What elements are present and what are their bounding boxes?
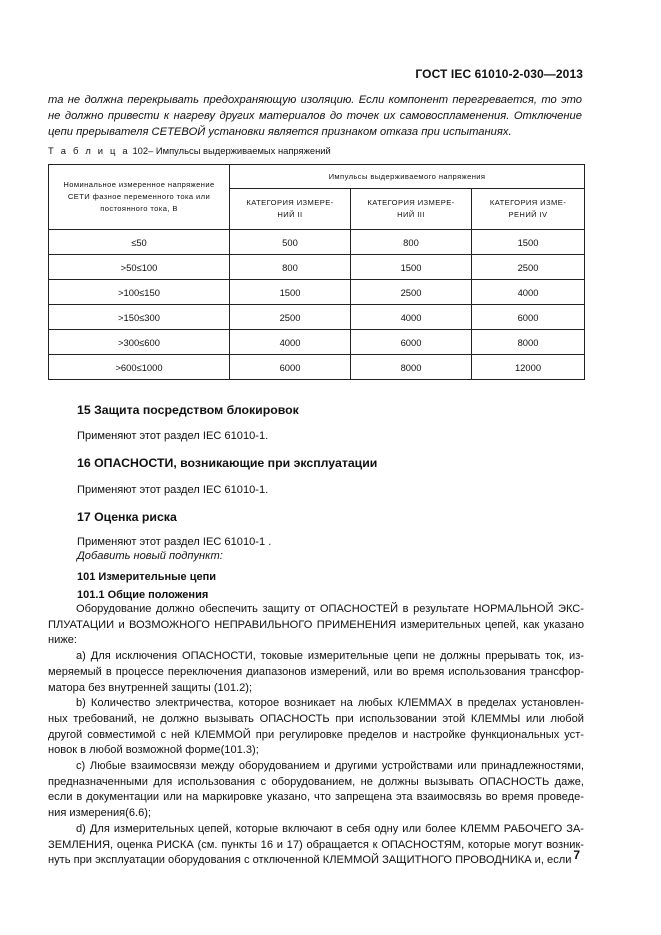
cell-cat-iii: 6000 xyxy=(351,330,472,355)
cell-cat-iv: 8000 xyxy=(472,330,585,355)
table-row xyxy=(49,305,585,330)
cell-cat-iii: 800 xyxy=(351,230,472,255)
cell-cat-ii: 4000 xyxy=(230,330,351,355)
cell-cat-ii: 800 xyxy=(230,255,351,280)
table-row xyxy=(49,230,585,255)
section-15-text: Применяют этот раздел IEC 61010-1. xyxy=(77,430,269,442)
cell-voltage: >300≤600 xyxy=(49,330,230,355)
cell-cat-ii: 1500 xyxy=(230,280,351,305)
table-row xyxy=(49,280,585,305)
body-paragraph: с) Любые взаимосвязи между оборудованием и другими устройствами или принадлежностями, предназначенными для использования с оборудованием, не должны вызывать ОПАСНОСТЬ даже, если в документации или на маркировке указано, что запрещена эта взаимосвязь во время проведе-ния измерения(6.6); xyxy=(48,760,584,820)
section-17-add-note: Добавить новый подпункт: xyxy=(77,550,223,562)
intro-paragraph xyxy=(48,92,582,140)
impulse-voltage-table xyxy=(48,164,585,380)
col-header-nominal-voltage: Номинальное измеренное напряжение СЕТИ фазное переменного тока или постоянного тока, В xyxy=(49,165,230,230)
cell-voltage: ≤50 xyxy=(49,230,230,255)
cell-cat-iii: 1500 xyxy=(351,255,472,280)
section-101-1-body xyxy=(48,602,584,869)
cell-cat-iii: 2500 xyxy=(351,280,472,305)
cell-voltage: >150≤300 xyxy=(49,305,230,330)
table-caption xyxy=(48,145,331,156)
col-header-category-iv: КАТЕГОРИЯ ИЗМЕ-РЕНИЙ IV xyxy=(472,189,585,230)
table-caption-title: 102– Импульсы выдерживаемых напряжений xyxy=(129,145,331,156)
page-number: 7 xyxy=(573,848,580,862)
body-paragraph: d) Для измерительных цепей, которые включают в себя одну или более КЛЕММ РАБОЧЕГО ЗА-ЗЕМЛЕНИЯ, оценка РИСКА (см. пункты 16 и 17) обращается к ОПАСНОСТЯМ, которые могут возник-нуть при эксплуатации оборудования с отключенной КЛЕММОЙ ЗАЩИТНОГО ПРОВОДНИКА и, если xyxy=(48,822,584,867)
table-row xyxy=(49,255,585,280)
col-header-impulse-group: Импульсы выдерживаемого напряжения xyxy=(230,165,585,189)
cell-cat-iv: 2500 xyxy=(472,255,585,280)
body-paragraph: Оборудование должно обеспечить защиту от ОПАСНОСТЕЙ в результате НОРМАЛЬНОЙ ЭКС-ПЛУАТАЦИИ и ВОЗМОЖНОГО НЕПРАВИЛЬНОГО ПРИМЕНЕНИЯ измерительных цепей, как указано ниже: xyxy=(48,603,584,647)
cell-cat-ii: 6000 xyxy=(230,355,351,380)
table-row xyxy=(49,355,585,380)
table-row xyxy=(49,330,585,355)
cell-voltage: >50≤100 xyxy=(49,255,230,280)
cell-voltage: >600≤1000 xyxy=(49,355,230,380)
section-17-title: 17 Оценка риска xyxy=(77,510,177,524)
cell-cat-iii: 8000 xyxy=(351,355,472,380)
section-15-title: 15 Защита посредством блокировок xyxy=(77,403,299,417)
cell-cat-ii: 2500 xyxy=(230,305,351,330)
cell-cat-iii: 4000 xyxy=(351,305,472,330)
section-17-text: Применяют этот раздел IEC 61010-1 . xyxy=(77,536,272,548)
cell-voltage: >100≤150 xyxy=(49,280,230,305)
col-header-category-iii: КАТЕГОРИЯ ИЗМЕРЕ-НИЙ III xyxy=(351,189,472,230)
section-101-1-title: 101.1 Общие положения xyxy=(77,589,209,601)
section-101-title: 101 Измерительные цепи xyxy=(77,571,216,583)
table-caption-prefix: Т а б л и ц а xyxy=(48,145,130,156)
cell-cat-iv: 6000 xyxy=(472,305,585,330)
intro-text: та не должна перекрывать предохраняющую изоляцию. Если компонент перегревается, то это не должно привести к нагреву других материалов до точек их самовоспламенения. Отключение цепи прерывателя СЕТЕВОЙ установки является признаком отказа при испытаниях. xyxy=(48,94,582,138)
body-paragraph: а) Для исключения ОПАСНОСТИ, токовые измерительные цепи не должны прерывать ток, из-меряемый в процессе переключения диапазонов измерений, или во время использования трансфор-матора без внутренней защиты (101.2); xyxy=(48,650,584,694)
cell-cat-iv: 12000 xyxy=(472,355,585,380)
cell-cat-iv: 1500 xyxy=(472,230,585,255)
section-16-title: 16 ОПАСНОСТИ, возникающие при эксплуатации xyxy=(77,456,378,470)
body-paragraph: b) Количество электричества, которое возникает на любых КЛЕММАХ в пределах установлен-ных требований, не должно вызывать ОПАСНОСТЬ при использовании этой КЛЕММЫ или любой другой совместимой с ней КЛЕММОЙ при регулировке пределов и настройке функциональных уст-новок в любой возможной форме(101.3); xyxy=(48,697,584,757)
cell-cat-iv: 4000 xyxy=(472,280,585,305)
col-header-category-ii: КАТЕГОРИЯ ИЗМЕРЕ-НИЙ II xyxy=(230,189,351,230)
document-code-header: ГОСТ IEC 61010-2-030—2013 xyxy=(415,67,583,81)
cell-cat-ii: 500 xyxy=(230,230,351,255)
section-16-text: Применяют этот раздел IEC 61010-1. xyxy=(77,484,269,496)
